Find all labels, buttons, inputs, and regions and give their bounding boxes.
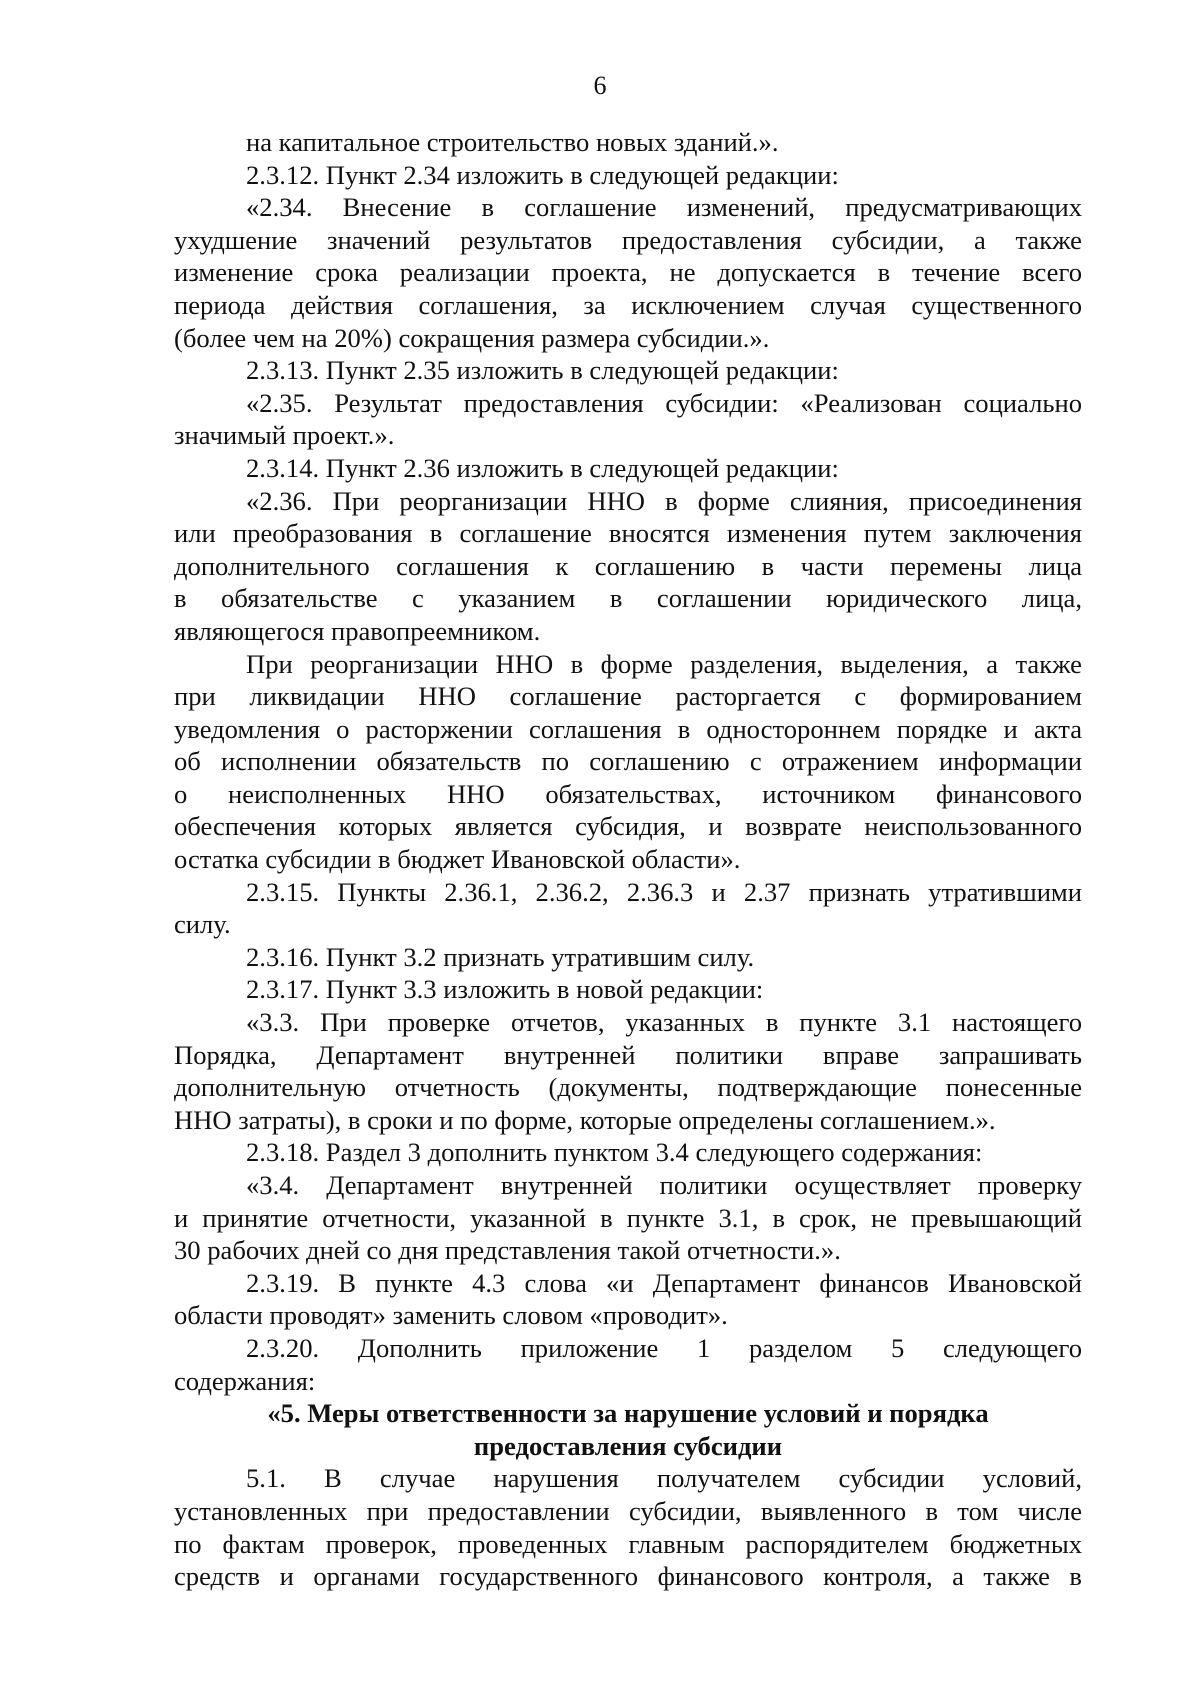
text-line: 2.3.13. Пункт 2.35 изложить в следующей редакции: xyxy=(246,355,839,386)
text-line: области проводят» заменить словом «проводит». xyxy=(174,1300,728,1331)
text-line: «3.4. Департамент внутренней политики осуществляет проверку xyxy=(246,1170,1082,1200)
section-heading-line-1: «5. Меры ответственности за нарушение условий и порядка xyxy=(267,1398,989,1429)
text-line: 2.3.18. Раздел 3 дополнить пунктом 3.4 следующего содержания: xyxy=(246,1137,983,1168)
text-line: При реорганизации ННО в форме разделения, выделения, а также xyxy=(246,648,1082,679)
text-line: дополнительного соглашения к соглашению в части перемены лица xyxy=(174,550,1082,581)
text-line: «2.34. Внесение в соглашение изменений, предусматривающих xyxy=(246,192,1082,223)
text-line: 2.3.19. В пункте 4.3 слова «и Департамент финансов Ивановской xyxy=(246,1267,1082,1298)
text-line: периода действия соглашения, за исключением случая существенного xyxy=(174,289,1082,320)
text-line: значимый проект.». xyxy=(174,420,395,451)
text-line: по фактам проверок, проведенных главным распорядителем бюджетных xyxy=(174,1528,1082,1559)
text-line: 2.3.17. Пункт 3.3 изложить в новой редакции: xyxy=(246,974,764,1005)
text-line: 30 рабочих дней со дня представления такой отчетности.». xyxy=(174,1235,841,1266)
text-line: 2.3.20. Дополнить приложение 1 разделом 5 следующего xyxy=(246,1332,1082,1363)
text-line: установленных при предоставлении субсидии, выявленного в том числе xyxy=(174,1495,1082,1526)
text-line: 2.3.15. Пункты 2.36.1, 2.36.2, 2.36.3 и 2.37 признать утратившими xyxy=(246,876,1082,907)
text-line: 5.1. В случае нарушения получателем субсидии условий, xyxy=(246,1463,1082,1494)
text-line: изменение срока реализации проекта, не допускается в течение всего xyxy=(174,257,1082,288)
text-line: в обязательстве с указанием в соглашении юридического лица, xyxy=(174,583,1082,614)
text-line: при ликвидации ННО соглашение расторгается с формированием xyxy=(174,681,1082,712)
text-line: дополнительную отчетность (документы, подтверждающие понесенные xyxy=(174,1072,1082,1103)
text-line: о неисполненных ННО обязательствах, источником финансового xyxy=(174,778,1082,809)
text-line: или преобразования в соглашение вносятся изменения путем заключения xyxy=(174,518,1082,549)
text-line: остатка субсидии в бюджет Ивановской области». xyxy=(174,844,741,875)
text-line: ухудшение значений результатов предоставления субсидии, а также xyxy=(174,224,1082,255)
text-line: 2.3.16. Пункт 3.2 признать утратившим силу. xyxy=(246,941,755,972)
document-body xyxy=(174,126,1082,1593)
text-line: силу. xyxy=(174,909,231,940)
text-line: и принятие отчетности, указанной в пункте 3.1, в срок, не превышающий xyxy=(174,1202,1082,1233)
text-line: (более чем на 20%) сокращения размера субсидии.». xyxy=(174,322,770,353)
text-line: «2.35. Результат предоставления субсидии: «Реализован социально xyxy=(246,387,1082,418)
text-line: уведомления о расторжении соглашения в одностороннем порядке и акта xyxy=(174,713,1082,744)
text-line: 2.3.14. Пункт 2.36 изложить в следующей редакции: xyxy=(246,452,839,483)
text-line: «2.36. При реорганизации ННО в форме слияния, присоединения xyxy=(246,485,1082,516)
text-line: обеспечения которых является субсидия, и возврате неиспользованного xyxy=(174,811,1082,842)
text-line: 2.3.12. Пункт 2.34 изложить в следующей редакции: xyxy=(246,159,839,190)
text-line: на капитальное строительство новых зданий.». xyxy=(246,127,779,157)
text-line: средств и органами государственного финансового контроля, а также в xyxy=(174,1561,1082,1592)
text-line: «3.3. При проверке отчетов, указанных в пункте 3.1 настоящего xyxy=(246,1007,1082,1038)
text-line: Порядка, Департамент внутренней политики вправе запрашивать xyxy=(174,1039,1082,1070)
text-line: ННО затраты), в сроки и по форме, которые определены соглашением.». xyxy=(174,1104,996,1135)
section-heading-line-2: предоставления субсидии xyxy=(473,1430,783,1461)
text-line: являющегося правопреемником. xyxy=(174,615,541,646)
page-number: 6 xyxy=(593,71,607,100)
text-line: об исполнении обязательств по соглашению с отражением информации xyxy=(174,746,1082,777)
text-line: содержания: xyxy=(174,1365,316,1396)
